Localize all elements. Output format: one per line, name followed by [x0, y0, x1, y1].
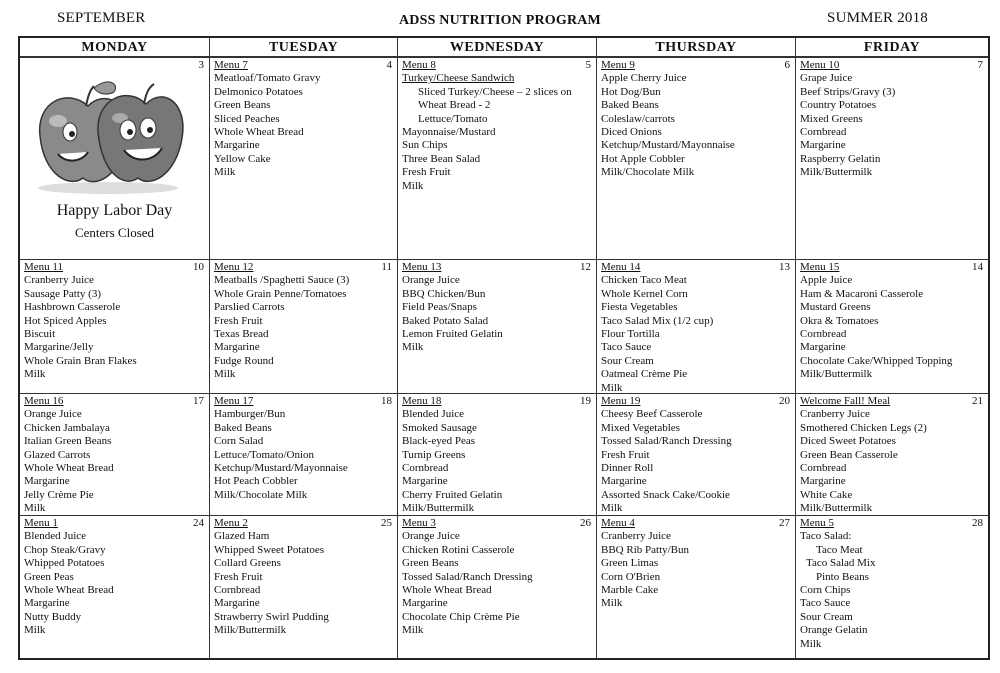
date-number: 7	[977, 59, 983, 71]
date-number: 4	[386, 59, 392, 71]
day-header-monday: MONDAY	[20, 38, 210, 58]
menu-cell	[597, 394, 796, 516]
date-number: 20	[779, 395, 790, 407]
menu-item: Ketchup/Mustard/Mayonnaise	[601, 139, 735, 152]
menu-item: Green Bean Casserole	[800, 448, 898, 461]
menu-item: Baked Beans	[601, 99, 659, 112]
menu-item: Cornbread	[800, 462, 847, 475]
menu-title: Menu 10	[800, 59, 840, 71]
day-header-wednesday: WEDNESDAY	[398, 38, 597, 58]
menu-item: Country Potatoes	[800, 99, 877, 112]
menu-item: Mixed Vegetables	[601, 421, 680, 434]
menu-item: Tossed Salad/Ranch Dressing	[402, 570, 533, 583]
labor-day-title: Happy Labor Day	[56, 202, 173, 219]
menu-item: Wheat Bread - 2	[418, 99, 491, 112]
menu-item: Milk/Buttermilk	[214, 624, 287, 637]
date-number: 6	[784, 59, 790, 71]
menu-item: Lettuce/Tomato/Onion	[214, 448, 315, 461]
menu-item: Taco Sauce	[601, 341, 652, 354]
menu-item: Fresh Fruit	[214, 570, 263, 583]
menu-item: Ketchup/Mustard/Mayonnaise	[214, 462, 348, 475]
menu-item: Three Bean Salad	[402, 152, 481, 165]
menu-title: Menu 1	[24, 517, 58, 529]
menu-item: Taco Salad Mix	[806, 557, 876, 570]
menu-item: Dinner Roll	[601, 462, 654, 475]
menu-item: Hot Peach Cobbler	[214, 475, 298, 488]
menu-cell	[210, 58, 398, 260]
menu-item: Glazed Ham	[214, 530, 270, 543]
menu-item: Green Limas	[601, 557, 659, 570]
menu-item: Meatballs /Spaghetti Sauce (3)	[214, 274, 350, 287]
menu-item: Margarine	[800, 475, 846, 488]
menu-item: Assorted Snack Cake/Cookie	[601, 488, 730, 501]
menu-item: Orange Gelatin	[800, 624, 868, 637]
menu-item: Milk	[24, 624, 46, 637]
menu-item: Whole Grain Penne/Tomatoes	[214, 287, 347, 300]
labor-day-cell	[20, 58, 210, 260]
menu-cell	[398, 58, 597, 260]
menu-item: Whole Wheat Bread	[24, 462, 114, 475]
menu-cell	[398, 394, 597, 516]
menu-item: Coleslaw/carrots	[601, 112, 675, 125]
menu-title: Menu 5	[800, 517, 834, 529]
menu-item: Sun Chips	[402, 139, 448, 152]
menu-item: Chocolate Chip Crème Pie	[402, 610, 520, 623]
menu-item: Baked Potato Salad	[402, 314, 489, 327]
date-number: 24	[193, 517, 204, 529]
menu-cell	[210, 516, 398, 658]
menu-item: Pinto Beans	[816, 570, 869, 583]
menu-title: Menu 11	[24, 261, 64, 273]
menu-item: Biscuit	[24, 328, 56, 341]
menu-item: Milk	[24, 368, 46, 381]
menu-item: Hot Apple Cobbler	[601, 152, 685, 165]
date-number: 25	[381, 517, 392, 529]
menu-item: Jelly Crème Pie	[24, 488, 94, 501]
menu-item: Margarine	[214, 597, 260, 610]
menu-item: Baked Beans	[214, 421, 272, 434]
menu-item: Margarine	[601, 475, 647, 488]
menu-item: Collard Greens	[214, 557, 281, 570]
menu-item: Cheesy Beef Casserole	[601, 408, 703, 421]
menu-item: Margarine	[800, 139, 846, 152]
menu-item: BBQ Chicken/Bun	[402, 287, 486, 300]
menu-item: Smoked Sausage	[402, 421, 477, 434]
menu-item: Milk	[601, 381, 623, 394]
menu-cell	[210, 260, 398, 394]
menu-item: Tossed Salad/Ranch Dressing	[601, 435, 732, 448]
menu-item: Margarine	[402, 597, 448, 610]
date-number: 5	[585, 59, 591, 71]
menu-item: Milk	[24, 502, 46, 515]
menu-item: Milk	[601, 597, 623, 610]
menu-item: Cranberry Juice	[800, 408, 870, 421]
menu-item: Blended Juice	[24, 530, 87, 543]
menu-item: Sour Cream	[800, 610, 853, 623]
menu-item: Marble Cake	[601, 584, 659, 597]
menu-item: Delmonico Potatoes	[214, 85, 303, 98]
menu-cell	[398, 516, 597, 658]
menu-item: Taco Sauce	[800, 597, 851, 610]
date-number: 21	[972, 395, 983, 407]
menu-title: Menu 7	[214, 59, 248, 71]
date-number: 26	[580, 517, 591, 529]
menu-item: Green Beans	[402, 557, 459, 570]
menu-item: Nutty Buddy	[24, 610, 82, 623]
menu-item: Margarine	[214, 341, 260, 354]
menu-item: Orange Juice	[402, 274, 460, 287]
menu-cell	[20, 516, 210, 658]
menu-item: Hamburger/Bun	[214, 408, 286, 421]
menu-item: Cranberry Juice	[24, 274, 94, 287]
program-title: ADSS NUTRITION PROGRAM	[399, 13, 601, 28]
menu-item: Grape Juice	[800, 72, 853, 85]
date-number: 13	[779, 261, 790, 273]
menu-item: Diced Sweet Potatoes	[800, 435, 896, 448]
menu-item: Chop Steak/Gravy	[24, 543, 106, 556]
menu-title: Menu 18	[402, 395, 442, 407]
menu-item: Whole Wheat Bread	[24, 584, 114, 597]
menu-item: Turkey/Cheese Sandwich	[402, 72, 515, 85]
menu-cell	[796, 516, 988, 658]
date-number: 10	[193, 261, 204, 273]
menu-item: Whipped Potatoes	[24, 557, 105, 570]
menu-item: Whole Wheat Bread	[214, 126, 304, 139]
menu-item: Milk	[800, 637, 822, 650]
apples-illustration	[28, 66, 188, 198]
menu-item: Cranberry Juice	[601, 530, 671, 543]
menu-cell	[20, 260, 210, 394]
date-number: 3	[198, 59, 204, 71]
menu-item: Mustard Greens	[800, 301, 871, 314]
menu-item: Cornbread	[800, 126, 847, 139]
menu-item: Fresh Fruit	[214, 314, 263, 327]
menu-item: Sour Cream	[601, 354, 654, 367]
calendar-grid	[18, 36, 990, 660]
menu-item: Diced Onions	[601, 126, 662, 139]
menu-item: Strawberry Swirl Pudding	[214, 610, 329, 623]
menu-item: Chocolate Cake/Whipped Topping	[800, 354, 953, 367]
menu-item: Black-eyed Peas	[402, 435, 475, 448]
menu-title: Menu 14	[601, 261, 641, 273]
menu-title: Menu 17	[214, 395, 254, 407]
menu-item: Flour Tortilla	[601, 328, 660, 341]
menu-item: Cornbread	[402, 462, 449, 475]
menu-item: Whole Kernel Corn	[601, 287, 688, 300]
month-label: SEPTEMBER	[57, 10, 146, 26]
menu-item: Margarine	[402, 475, 448, 488]
menu-item: Taco Salad Mix (1/2 cup)	[601, 314, 714, 327]
menu-cell	[597, 58, 796, 260]
menu-item: Chicken Jambalaya	[24, 421, 110, 434]
menu-item: Margarine	[24, 597, 70, 610]
menu-item: Texas Bread	[214, 328, 269, 341]
menu-item: Chicken Rotini Casserole	[402, 543, 515, 556]
menu-item: BBQ Rib Patty/Bun	[601, 543, 690, 556]
menu-item: Hot Dog/Bun	[601, 85, 661, 98]
menu-title: Menu 8	[402, 59, 436, 71]
menu-item: Cornbread	[214, 584, 261, 597]
menu-item: Parslied Carrots	[214, 301, 285, 314]
menu-item: Milk	[402, 624, 424, 637]
menu-item: Milk/Buttermilk	[800, 502, 873, 515]
date-number: 27	[779, 517, 790, 529]
menu-item: Fresh Fruit	[402, 166, 451, 179]
menu-item: Milk	[601, 502, 623, 515]
menu-item: Milk	[214, 368, 236, 381]
menu-title: Welcome Fall! Meal	[800, 395, 891, 407]
menu-item: Field Peas/Snaps	[402, 301, 477, 314]
date-number: 14	[972, 261, 983, 273]
day-header-tuesday: TUESDAY	[210, 38, 398, 58]
day-header-friday: FRIDAY	[796, 38, 988, 58]
menu-item: Okra & Tomatoes	[800, 314, 879, 327]
menu-item: Sliced Peaches	[214, 112, 280, 125]
menu-cell	[597, 516, 796, 658]
menu-item: Taco Salad:	[800, 530, 852, 543]
menu-item: Ham & Macaroni Casserole	[800, 287, 924, 300]
menu-title: Menu 16	[24, 395, 64, 407]
menu-item: Sausage Patty (3)	[24, 287, 101, 300]
menu-cell	[597, 260, 796, 394]
menu-item: Milk/Chocolate Milk	[601, 166, 695, 179]
menu-item: Hashbrown Casserole	[24, 301, 121, 314]
menu-item: Milk/Buttermilk	[402, 502, 475, 515]
menu-item: Corn Salad	[214, 435, 264, 448]
menu-item: Milk/Buttermilk	[800, 368, 873, 381]
menu-item: Fiesta Vegetables	[601, 301, 678, 314]
menu-item: Meatloaf/Tomato Gravy	[214, 72, 321, 85]
menu-item: Lettuce/Tomato	[418, 112, 488, 125]
menu-item: Apple Cherry Juice	[601, 72, 687, 85]
centers-closed-note: Centers Closed	[74, 225, 155, 240]
menu-item: Margarine	[800, 341, 846, 354]
menu-item: Cherry Fruited Gelatin	[402, 488, 503, 501]
menu-item: Apple Juice	[800, 274, 853, 287]
menu-item: Italian Green Beans	[24, 435, 112, 448]
date-number: 12	[580, 261, 591, 273]
menu-item: Milk/Chocolate Milk	[214, 488, 308, 501]
menu-item: Chicken Taco Meat	[601, 274, 687, 287]
menu-item: Milk	[402, 179, 424, 192]
menu-cell	[210, 394, 398, 516]
menu-title: Menu 4	[601, 517, 635, 529]
season-label: SUMMER 2018	[827, 10, 928, 26]
menu-item: Beef Strips/Gravy (3)	[800, 85, 896, 98]
menu-item: Smothered Chicken Legs (2)	[800, 421, 927, 434]
menu-title: Menu 15	[800, 261, 840, 273]
menu-item: Fresh Fruit	[601, 448, 650, 461]
menu-title: Menu 12	[214, 261, 254, 273]
date-number: 28	[972, 517, 983, 529]
menu-item: Sliced Turkey/Cheese – 2 slices on	[418, 85, 572, 98]
menu-title: Menu 9	[601, 59, 635, 71]
menu-title: Menu 3	[402, 517, 436, 529]
menu-item: Milk	[214, 166, 236, 179]
menu-item: Margarine	[24, 475, 70, 488]
menu-cell	[796, 58, 988, 260]
menu-item: Whole Grain Bran Flakes	[24, 354, 137, 367]
menu-item: Cornbread	[800, 328, 847, 341]
menu-item: Mayonnaise/Mustard	[402, 126, 496, 139]
date-number: 11	[381, 261, 392, 273]
menu-item: Turnip Greens	[402, 448, 466, 461]
menu-item: Whole Wheat Bread	[402, 584, 492, 597]
menu-item: Blended Juice	[402, 408, 465, 421]
date-number: 17	[193, 395, 204, 407]
menu-item: Lemon Fruited Gelatin	[402, 328, 503, 341]
menu-item: Milk/Buttermilk	[800, 166, 873, 179]
menu-cell	[796, 260, 988, 394]
menu-item: White Cake	[800, 488, 853, 501]
menu-title: Menu 19	[601, 395, 641, 407]
menu-item: Margarine	[214, 139, 260, 152]
menu-cell	[398, 260, 597, 394]
menu-item: Whipped Sweet Potatoes	[214, 543, 324, 556]
menu-item: Raspberry Gelatin	[800, 152, 881, 165]
menu-item: Mixed Greens	[800, 112, 863, 125]
menu-item: Green Peas	[24, 570, 74, 583]
menu-title: Menu 13	[402, 261, 442, 273]
menu-cell	[20, 394, 210, 516]
menu-item: Orange Juice	[402, 530, 460, 543]
menu-item: Taco Meat	[816, 543, 863, 556]
menu-title: Menu 2	[214, 517, 248, 529]
menu-item: Hot Spiced Apples	[24, 314, 107, 327]
menu-item: Glazed Carrots	[24, 448, 91, 461]
menu-item: Yellow Cake	[214, 152, 271, 165]
menu-cell	[796, 394, 988, 516]
menu-item: Margarine/Jelly	[24, 341, 94, 354]
menu-item: Orange Juice	[24, 408, 82, 421]
day-header-thursday: THURSDAY	[597, 38, 796, 58]
menu-item: Green Beans	[214, 99, 271, 112]
menu-item: Corn Chips	[800, 584, 851, 597]
date-number: 19	[580, 395, 591, 407]
date-number: 18	[381, 395, 392, 407]
menu-item: Milk	[402, 341, 424, 354]
menu-item: Oatmeal Crème Pie	[601, 368, 688, 381]
menu-item: Fudge Round	[214, 354, 274, 367]
menu-item: Corn O'Brien	[601, 570, 661, 583]
